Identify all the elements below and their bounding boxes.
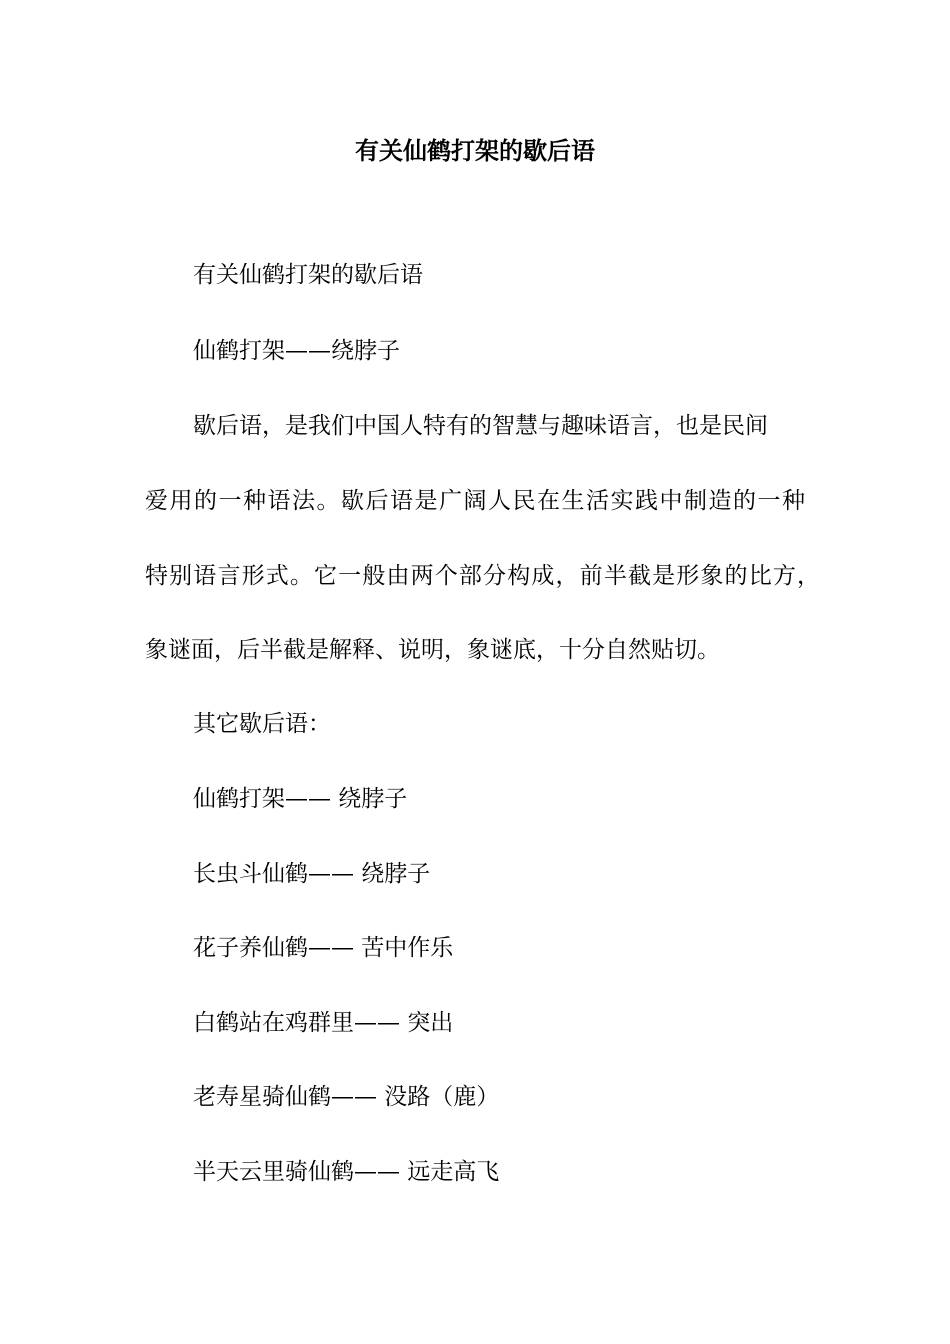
saying-item: 花子养仙鹤—— 苦中作乐 bbox=[193, 935, 454, 961]
subtitle-line: 有关仙鹤打架的歇后语 bbox=[193, 262, 423, 288]
saying-item: 老寿星骑仙鹤—— 没路（鹿） bbox=[193, 1084, 500, 1110]
others-heading: 其它歇后语： bbox=[193, 711, 331, 737]
saying-item: 半天云里骑仙鹤—— 远走高飞 bbox=[193, 1159, 500, 1185]
intro-line-1: 歇后语，是我们中国人特有的智慧与趣味语言，也是民间 bbox=[193, 413, 768, 439]
lead-saying-line: 仙鹤打架——绕脖子 bbox=[193, 338, 400, 364]
saying-item: 白鹤站在鸡群里—— 突出 bbox=[193, 1010, 454, 1036]
intro-line-3: 特别语言形式。它一般由两个部分构成，前半截是形象的比方， bbox=[145, 563, 820, 589]
saying-item: 仙鹤打架—— 绕脖子 bbox=[193, 786, 408, 812]
saying-item: 长虫斗仙鹤—— 绕脖子 bbox=[193, 861, 431, 887]
intro-line-4: 象谜面，后半截是解释、说明，象谜底，十分自然贴切。 bbox=[145, 637, 720, 663]
intro-line-2: 爱用的一种语法。歇后语是广阔人民在生活实践中制造的一种 bbox=[145, 488, 805, 514]
document-title: 有关仙鹤打架的歇后语 bbox=[355, 136, 595, 165]
